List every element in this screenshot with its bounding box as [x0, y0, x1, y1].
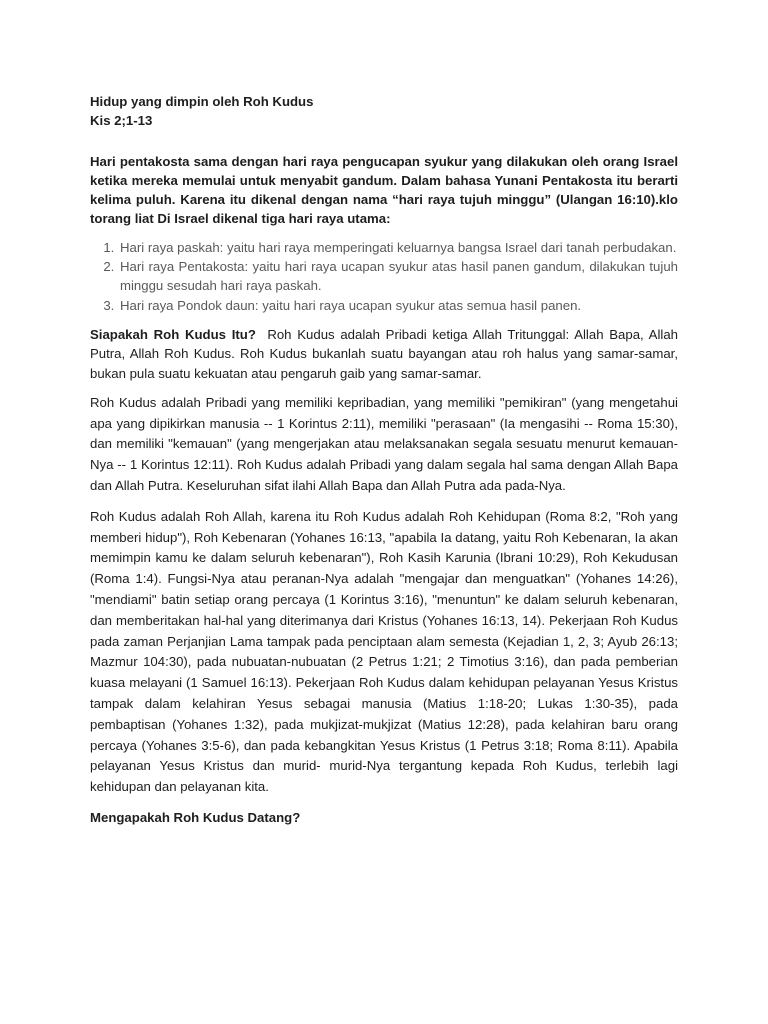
intro-paragraph: Hari pentakosta sama dengan hari raya pengucapan syukur yang dilakukan oleh orang Israel ketika mereka memulai untuk menyabit gandum. Dalam bahasa Yunani Pentakosta itu berarti kelima puluh. Karena itu dikenal dengan nama “hari raya tujuh minggu” (Ulangan 16:10).klo torang liat Di Israel dikenal tiga hari raya utama:: [90, 153, 678, 227]
question-paragraph: [90, 325, 678, 383]
document-title: Hidup yang dimpin oleh Roh Kudus: [90, 94, 314, 109]
feast-item-passover: 1. Hari raya paskah: yaitu hari raya memperingati keluarnya bangsa Israel dari tanah perbudakan.: [118, 238, 678, 257]
document-page: [90, 92, 678, 827]
feast-list: [90, 238, 678, 315]
feast-item-pentecost: 2. Hari raya Pentakosta: yaitu hari raya ucapan syukur atas hasil panen gandum, dilakukan tujuh minggu sesudah hari raya paskah.: [118, 257, 678, 296]
question-heading: Siapakah Roh Kudus Itu?: [90, 326, 256, 342]
next-section-heading: Mengapakah Roh Kudus Datang?: [90, 810, 301, 825]
question-answer: Roh Kudus adalah Pribadi ketiga Allah Tritunggal: Allah Bapa, Allah Putra, Allah Roh Kudus. Roh Kudus bukanlah suatu bayangan atau roh halus yang samar-samar, bukan pula suatu kekuatan atau pengaruh gaib yang samar-samar.: [90, 326, 679, 381]
spirit-paragraph: Roh Kudus adalah Roh Allah, karena itu Roh Kudus adalah Roh Kehidupan (Roma 8:2, "Roh yang memberi hidup"), Roh Kebenaran (Yohanes 16:13, "apabila Ia datang, yaitu Roh Kebenaran, Ia akan memimpin kamu ke dalam seluruh kebenaran"), Roh Kasih Karunia (Ibrani 10:29), Roh Kekudusan (Roma 1:4). Fungsi-Nya atau peranan-Nya adalah "mengajar dan menguatkan" (Yohanes 14:26), "mendiami" batin setiap orang percaya (1 Korintus 3:16), "menuntun" ke dalam seluruh kebenaran, dan memberitakan hal-hal yang diterimanya dari Kristus (Yohanes 16:13, 14). Pekerjaan Roh Kudus pada zaman Perjanjian Lama tampak pada penciptaan alam semesta (Kejadian 1, 2, 3; Ayub 26:13; Mazmur 104:30), pada nubuatan-nubuatan (2 Petrus 1:21; 2 Timotius 3:16), dan pada pemberian kuasa melayani (1 Samuel 16:13). Pekerjaan Roh Kudus dalam kehidupan pelayanan Yesus Kristus tampak dalam kelahiran Yesus sebagai manusia (Matius 1:18-20; Lukas 1:30-35), pada pembaptisan (Yohanes 1:32), pada mukjizat-mukjizat (Matius 12:28), pada kelahiran baru orang percaya (Yohanes 3:5-6), dan pada kebangkitan Yesus Kristus (1 Petrus 3:18; Roma 8:11). Apabila pelayanan Yesus Kristus dan murid- murid-Nya tergantung kepada Roh Kudus, terlebih lagi kehidupan dan pelayanan kita.: [90, 508, 678, 795]
person-paragraph: Roh Kudus adalah Pribadi yang memiliki kepribadian, yang memiliki "pemikiran" (yang mengetahui apa yang dipikirkan manusia -- 1 Korintus 2:11), memiliki "perasaan" (Ia mengasihi -- Roma 15:30), dan memiliki "kemauan" (yang mengerjakan atau melaksanakan segala sesuatu menurut kemauan-Nya -- 1 Korintus 12:11). Roh Kudus adalah Pribadi yang dalam segala hal sama dengan Allah Bapa dan Allah Putra. Keseluruhan sifat ilahi Allah Bapa dan Allah Putra ada pada-Nya.: [90, 394, 678, 494]
scripture-reference: Kis 2;1-13: [90, 113, 153, 129]
feast-item-tabernacles: 3. Hari raya Pondok daun: yaitu hari raya ucapan syukur atas semua hasil panen.: [118, 296, 678, 315]
